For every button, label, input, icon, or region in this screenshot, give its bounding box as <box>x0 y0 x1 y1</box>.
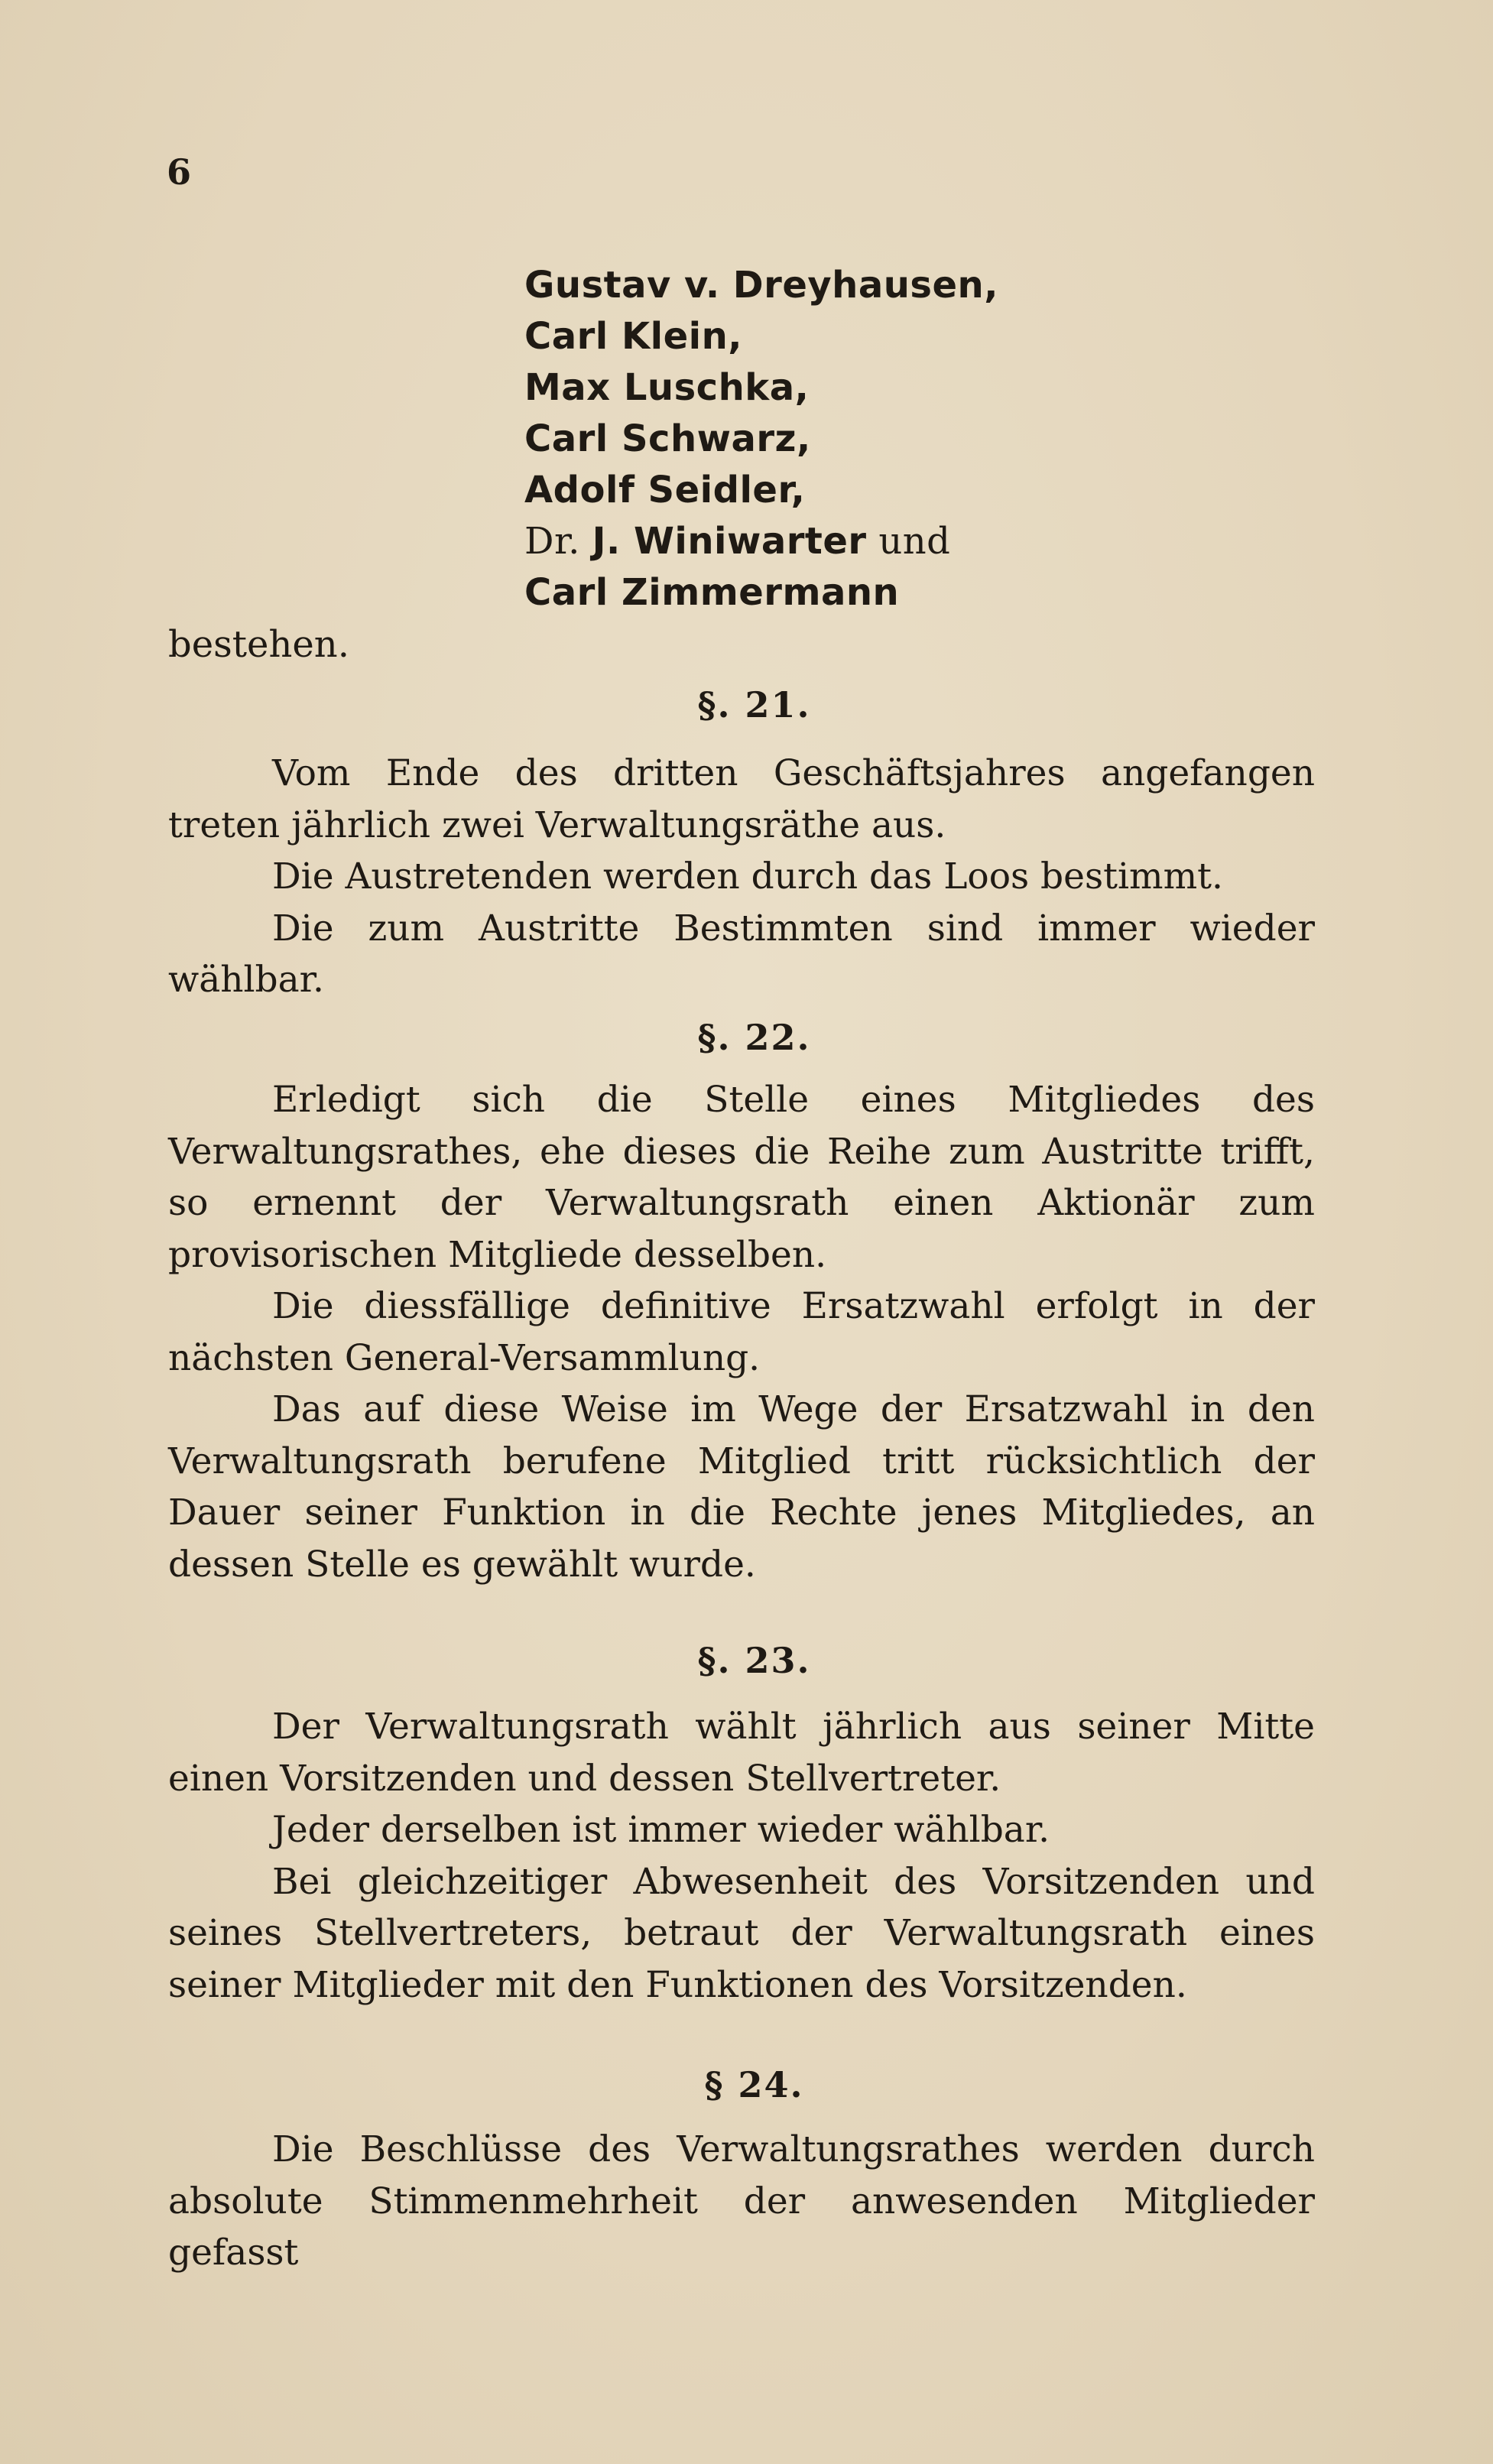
section-24-body <box>168 2124 1315 2279</box>
paragraph: Die zum Austritte Bestimmten sind immer wieder wählbar. <box>168 907 1315 1001</box>
member-name-list <box>524 260 998 618</box>
paragraph: Das auf diese Weise im Wege der Ersatzwahl in den Verwaltungsrath berufene Mitglied tritt rücksichtlich der Dauer seiner Funktion in die Rechte jenes Mitgliedes, an dessen Stelle es gewählt wurde. <box>168 1388 1315 1586</box>
paragraph: Erledigt sich die Stelle eines Mitgliedes des Verwaltungsrathes, ehe dieses die Reihe zum Austritte trifft, so ernennt der Verwaltungsrath einen Aktionär zum provisorischen Mitgliede desselben. <box>168 1079 1315 1276</box>
member-name: Adolf Seidler, <box>524 469 806 511</box>
paragraph: Vom Ende des dritten Geschäftsjahres angefangen treten jährlich zwei Verwaltungsräthe aus. <box>168 752 1315 846</box>
section-heading-24: § 24. <box>704 2064 804 2105</box>
paragraph: Die Beschlüsse des Verwaltungsrathes werden durch absolute Stimmenmehrheit der anwesenden Mitglieder gefasst <box>168 2128 1315 2274</box>
section-heading-21: §. 21. <box>697 684 811 726</box>
title-prefix: Dr. <box>524 520 592 563</box>
paragraph: Der Verwaltungsrath wählt jährlich aus seiner Mitte einen Vorsitzenden und dessen Stellvertreter. <box>168 1706 1315 1800</box>
section-heading-22: §. 22. <box>697 1017 811 1058</box>
page-number: 6 <box>167 151 192 193</box>
member-name: Carl Schwarz, <box>524 417 811 460</box>
member-name: Carl Zimmermann <box>524 571 900 614</box>
member-name: Max Luschka, <box>524 366 810 409</box>
member-name: Gustav v. Dreyhausen, <box>524 264 998 307</box>
paragraph: Jeder derselben ist immer wieder wählbar. <box>272 1809 1050 1851</box>
member-name: Carl Klein, <box>524 315 743 358</box>
section-21-body <box>168 748 1315 1006</box>
section-23-body <box>168 1701 1315 2011</box>
member-name-winiwarter <box>524 516 998 567</box>
conjunction: und <box>866 520 951 563</box>
paragraph: Die diessfällige definitive Ersatzwahl erfolgt in der nächsten General-Versammlung. <box>168 1285 1315 1379</box>
paragraph: Bei gleichzeitiger Abwesenheit des Vorsitzenden und seines Stellvertreters, betraut der Verwaltungsrath eines seiner Mitglieder mit den Funktionen des Vorsitzenden. <box>168 1860 1315 2006</box>
section-heading-23: §. 23. <box>697 1640 811 1681</box>
paragraph: Die Austretenden werden durch das Loos bestimmt. <box>272 855 1223 898</box>
member-name: J. Winiwarter <box>592 520 867 563</box>
closing-word: bestehen. <box>168 623 349 666</box>
section-22-body <box>168 1074 1315 1590</box>
